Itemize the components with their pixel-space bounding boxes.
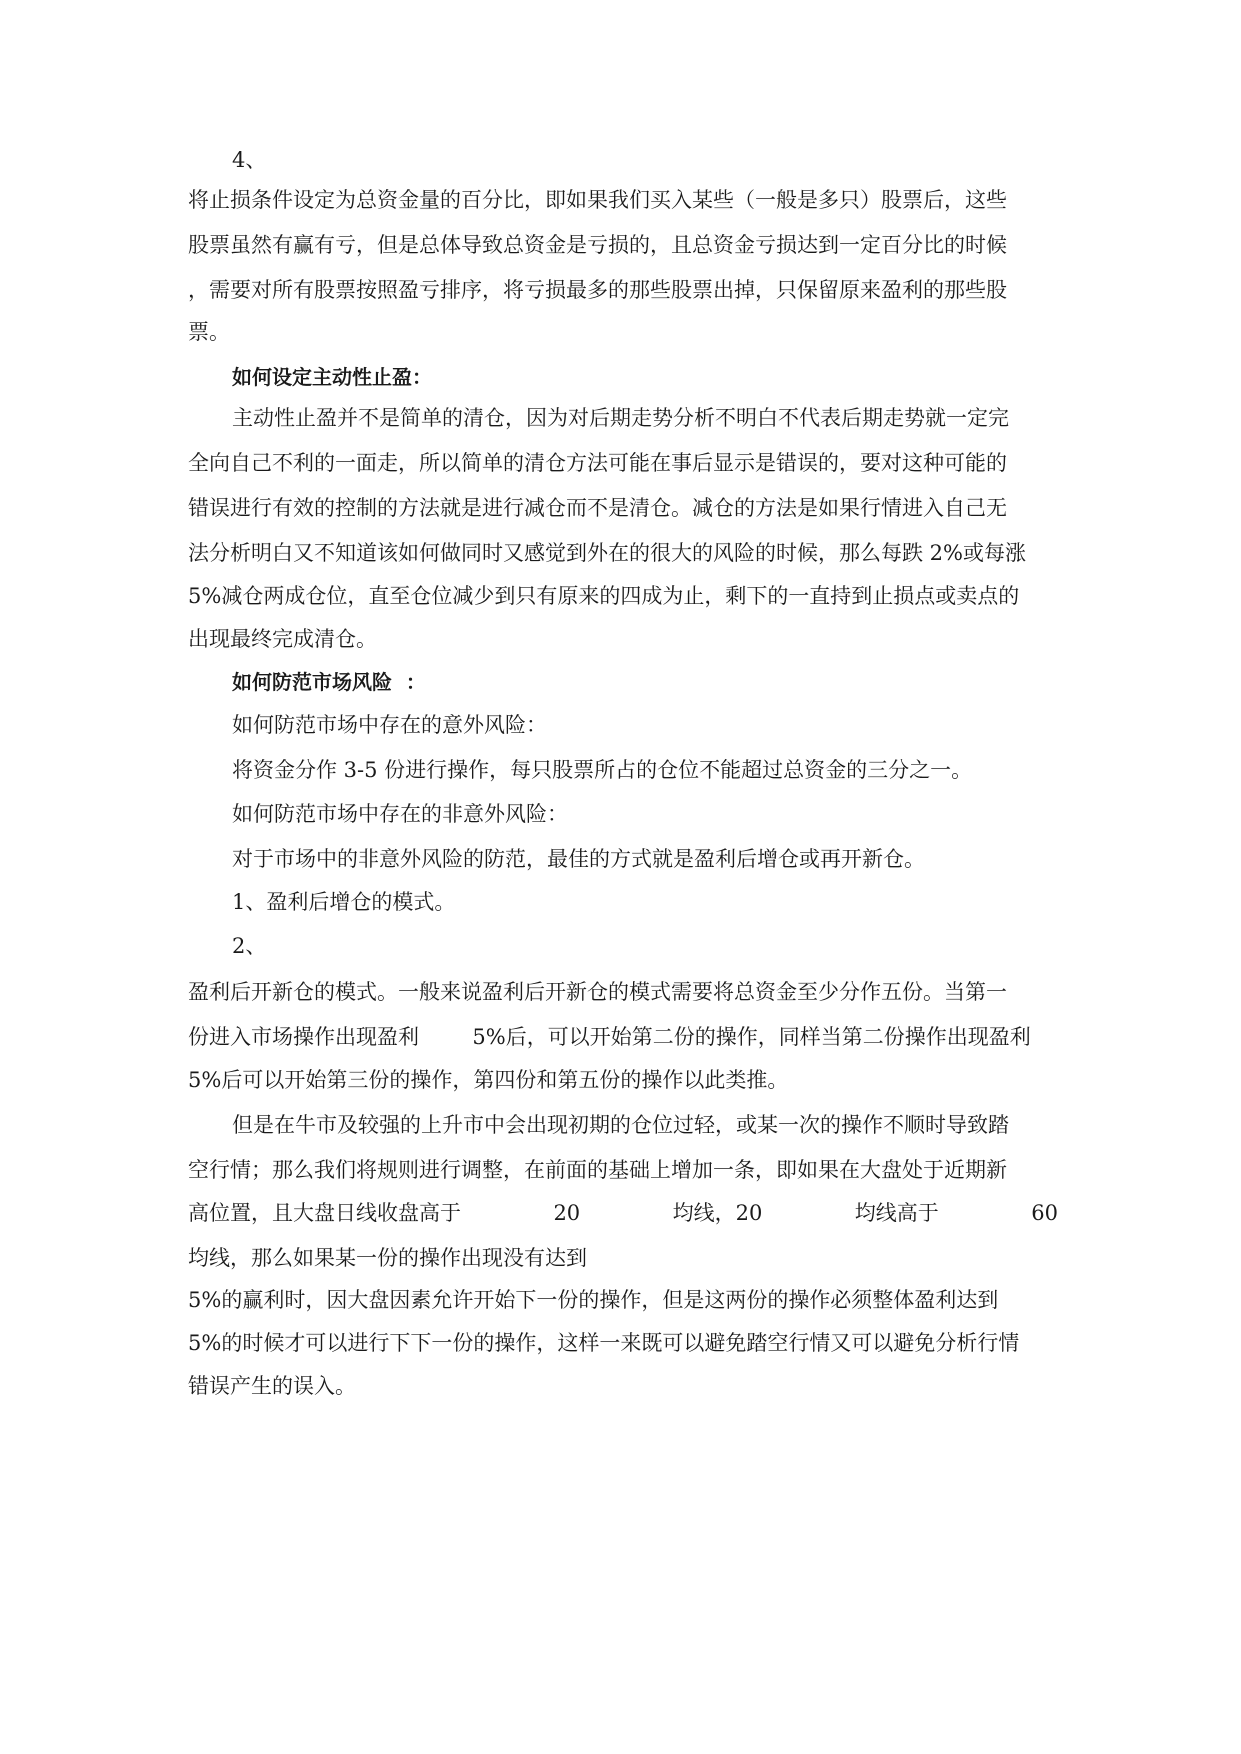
- paragraph-line: 如何防范市场中存在的意外风险：: [232, 713, 547, 737]
- paragraph-line: 票。: [188, 320, 230, 344]
- paragraph-line: 份进入市场操作出现盈利 5%后，可以开始第二份的操作，同样当第二份操作出现盈利: [188, 1025, 1031, 1049]
- paragraph-line: 对于市场中的非意外风险的防范，最佳的方式就是盈利后增仓或再开新仓。: [232, 847, 925, 871]
- section-heading-take-profit: 如何设定主动性止盈：: [232, 365, 432, 389]
- paragraph-line: 出现最终完成清仓。: [188, 627, 377, 651]
- text-segment: 均线高于: [854, 1201, 939, 1225]
- paragraph-line: 主动性止盈并不是简单的清仓，因为对后期走势分析不明白不代表后期走势就一定完: [232, 406, 1009, 430]
- paragraph-line: 错误产生的误入。: [188, 1374, 356, 1398]
- text-segment: 20: [553, 1201, 581, 1225]
- list-item-2-number: 2、: [232, 934, 267, 958]
- paragraph-line: ，需要对所有股票按照盈亏排序，将亏损最多的那些股票出掉，只保留原来盈利的那些股: [188, 278, 1007, 302]
- paragraph-line: 盈利后开新仓的模式。一般来说盈利后开新仓的模式需要将总资金至少分作五份。当第一: [188, 980, 1007, 1004]
- item-number-4: 4、: [232, 148, 267, 172]
- section-heading-market-risk: 如何防范市场风险 ：: [232, 670, 426, 694]
- paragraph-line: 5%减仓两成仓位，直至仓位减少到只有原来的四成为止，剩下的一直持到止损点或卖点的: [188, 584, 1020, 608]
- text-segment: 高位置，且大盘日线收盘高于: [188, 1201, 461, 1225]
- justified-line: [188, 1199, 1058, 1227]
- paragraph-line: 将资金分作 3-5 份进行操作，每只股票所占的仓位不能超过总资金的三分之一。: [232, 758, 973, 782]
- paragraph-line: 如何防范市场中存在的非意外风险：: [232, 802, 568, 826]
- paragraph-line: 将止损条件设定为总资金量的百分比，即如果我们买入某些（一般是多只）股票后，这些: [188, 188, 1007, 212]
- paragraph-line: 均线，那么如果某一份的操作出现没有达到: [188, 1246, 587, 1270]
- paragraph-line: 空行情；那么我们将规则进行调整，在前面的基础上增加一条，即如果在大盘处于近期新: [188, 1158, 1007, 1182]
- list-item-1: 1、盈利后增仓的模式。: [232, 890, 456, 914]
- paragraph-line: 全向自己不利的一面走，所以简单的清仓方法可能在事后显示是错误的，要对这种可能的: [188, 451, 1007, 475]
- text-segment: 60: [1031, 1201, 1058, 1225]
- paragraph-line: 5%的赢利时，因大盘因素允许开始下一份的操作，但是这两份的操作必须整体盈利达到: [188, 1288, 999, 1312]
- paragraph-line: 股票虽然有赢有亏，但是总体导致总资金是亏损的，且总资金亏损达到一定百分比的时候: [188, 233, 1007, 257]
- paragraph-line: 5%后可以开始第三份的操作，第四份和第五份的操作以此类推。: [188, 1068, 789, 1092]
- paragraph-line: 法分析明白又不知道该如何做同时又感觉到外在的很大的风险的时候，那么每跌 2%或每涨: [188, 541, 1026, 565]
- paragraph-line: 但是在牛市及较强的上升市中会出现初期的仓位过轻，或某一次的操作不顺时导致踏: [232, 1113, 1009, 1137]
- paragraph-line: 5%的时候才可以进行下下一份的操作，这样一来既可以避免踏空行情又可以避免分析行情: [188, 1331, 1020, 1355]
- paragraph-line: 错误进行有效的控制的方法就是进行减仓而不是清仓。减仓的方法是如果行情进入自己无: [188, 496, 1007, 520]
- text-segment: 均线，20: [672, 1201, 763, 1225]
